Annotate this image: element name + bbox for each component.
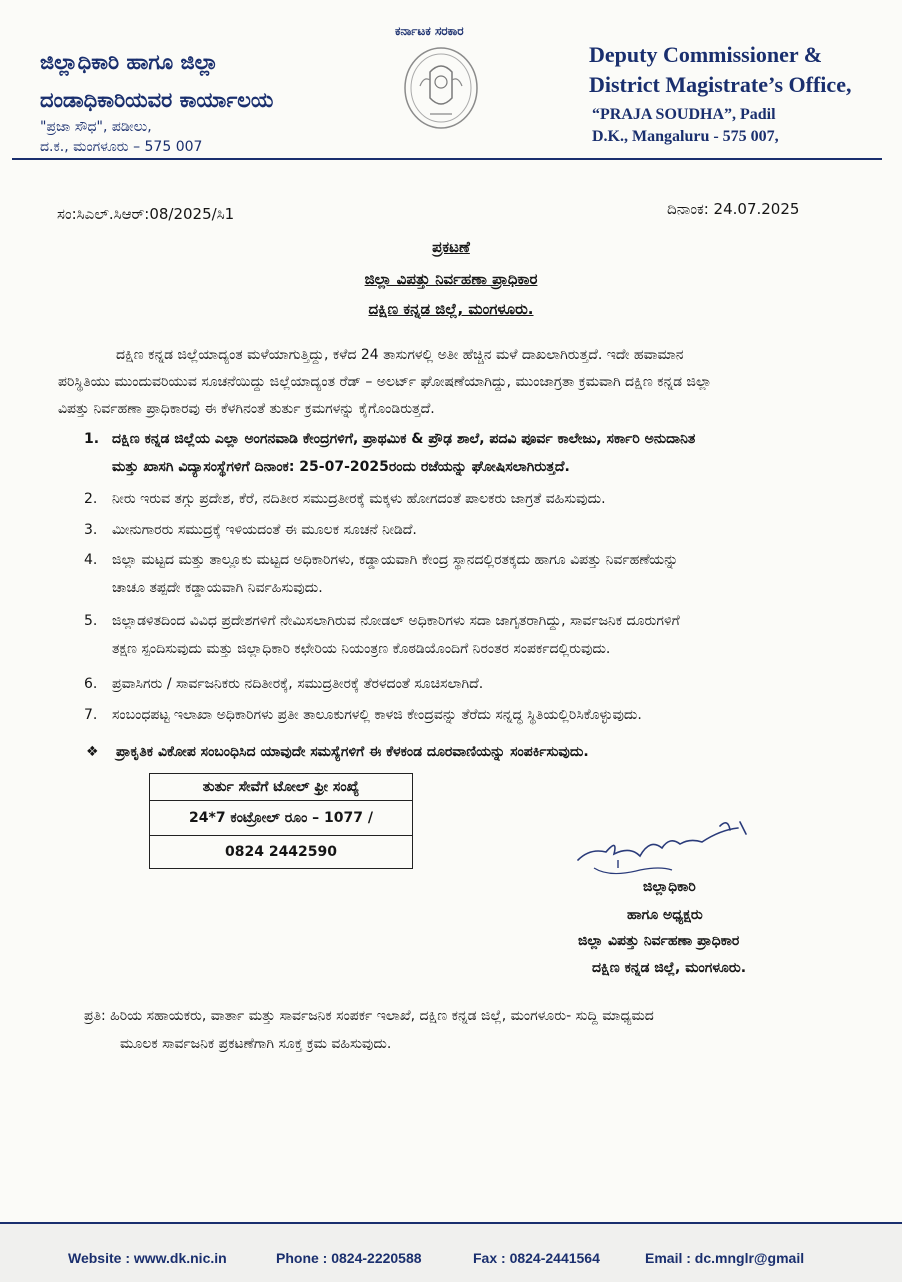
- signatory-title: ಜಿಲ್ಲಾಧಿಕಾರಿ: [643, 879, 696, 895]
- kn-address-line1: "ಪ್ರಜಾ ಸೌಧ", ಪಡೀಲು,: [40, 119, 152, 135]
- footer-website[interactable]: Website : www.dk.nic.in: [68, 1250, 227, 1266]
- signatory-location: ದಕ್ಷಿಣ ಕನ್ನಡ ಜಿಲ್ಲೆ, ಮಂಗಳೂರು.: [592, 960, 747, 976]
- copy-to-line1: ಪ್ರತಿ: ಹಿರಿಯ ಸಹಾಯಕರು, ವಾರ್ತಾ ಮತ್ತು ಸಾರ್ವಜನಿಕ ಸಂಪರ್ಕ ಇಲಾಖೆ, ದಕ್ಷಿಣ ಕನ್ನಡ ಜಿಲ್ಲೆ, ಮಂಗಳೂರು- ಸುದ್ದಿ ಮಾಧ್ಯಮದ: [84, 1008, 654, 1024]
- item-text: ನೀರು ಇರುವ ತಗ್ಗು ಪ್ರದೇಶ, ಕೆರೆ, ನದಿತೀರ ಸಮುದ್ರತೀರಕ್ಕೆ ಮಕ್ಕಳು ಹೋಗದಂತೆ ಪಾಲಕರು ಜಾಗ್ರತೆ ವಹಿಸುವುದು.: [112, 491, 606, 507]
- tollfree-box: [149, 773, 413, 869]
- authority-name: ಜಿಲ್ಲಾ ವಿಪತ್ತು ನಿರ್ವಹಣಾ ಪ್ರಾಧಿಕಾರ: [364, 270, 538, 288]
- en-office-line2: District Magistrate’s Office,: [589, 72, 852, 97]
- item-number: 1.: [84, 431, 100, 447]
- item-text: ಪ್ರವಾಸಿಗರು / ಸಾರ್ವಜನಿಕರು ನದಿತೀರಕ್ಕೆ, ಸಮುದ್ರತೀರಕ್ಕೆ ತೆರಳದಂತೆ ಸೂಚಿಸಲಾಗಿದೆ.: [112, 676, 484, 692]
- intro-line3: ವಿಪತ್ತು ನಿರ್ವಹಣಾ ಪ್ರಾಧಿಕಾರವು ಈ ಕೆಳಗಿನಂತೆ ತುರ್ತು ಕ್ರಮಗಳನ್ನು ಕೈಗೊಂಡಿರುತ್ತದೆ.: [58, 401, 435, 417]
- reference-date: ದಿನಾಂಕ: 24.07.2025: [667, 200, 800, 218]
- tollfree-control-room: 24*7 ಕಂಟ್ರೋಲ್ ರೂಂ – 1077 /: [150, 801, 413, 836]
- footer-bar: [0, 1222, 902, 1282]
- item-text: ಚಾಚೂ ತಪ್ಪದೇ ಕಡ್ಡಾಯವಾಗಿ ನಿರ್ವಹಿಸುವುದು.: [112, 580, 323, 596]
- tollfree-phone: 0824 2442590: [150, 836, 413, 869]
- tollfree-title: ತುರ್ತು ಸೇವೆಗೆ ಟೋಲ್ ಫ್ರೀ ಸಂಖ್ಯೆ: [150, 774, 413, 801]
- item-text: ಜಿಲ್ಲಾ ಮಟ್ಟದ ಮತ್ತು ತಾಲ್ಲೂಕು ಮಟ್ಟದ ಅಧಿಕಾರಿಗಳು, ಕಡ್ಡಾಯವಾಗಿ ಕೇಂದ್ರ ಸ್ಥಾನದಲ್ಲಿರತಕ್ಕದು ಹಾಗೂ ವಿಪತ್ತು ನಿರ್ವಹಣೆಯನ್ನು: [112, 552, 679, 568]
- item-text: ಜಿಲ್ಲಾಡಳಿತದಿಂದ ವಿವಿಧ ಪ್ರದೇಶಗಳಿಗೆ ನೇಮಿಸಲಾಗಿರುವ ನೋಡಲ್ ಅಧಿಕಾರಿಗಳು ಸದಾ ಜಾಗೃತರಾಗಿದ್ದು, ಸಾರ್ವಜನಿಕ ದೂರುಗಳಿಗೆ: [112, 613, 680, 629]
- karnataka-emblem-icon: [400, 42, 482, 130]
- footer-phone: Phone : 0824-2220588: [276, 1250, 422, 1266]
- en-office-line1: Deputy Commissioner &: [589, 42, 823, 67]
- item-number: 4.: [84, 552, 98, 568]
- item-number: 7.: [84, 707, 98, 723]
- en-address-line1: “PRAJA SOUDHA”, Padil: [592, 106, 776, 123]
- note-text: ಪ್ರಾಕೃತಿಕ ವಿಕೋಪ ಸಂಬಂಧಿಸಿದ ಯಾವುದೇ ಸಮಸ್ಯೆಗಳಿಗೆ ಈ ಕೆಳಕಂಡ ದೂರವಾಣಿಯನ್ನು ಸಂಪರ್ಕಿಸುವುದು.: [116, 744, 589, 760]
- item-text: ಮೀನುಗಾರರು ಸಮುದ್ರಕ್ಕೆ ಇಳಿಯದಂತೆ ಈ ಮೂಲಕ ಸೂಚನೆ ನೀಡಿದೆ.: [112, 522, 417, 538]
- signature-scribble-icon: [570, 808, 770, 888]
- intro-line2: ಪರಿಸ್ಥಿತಿಯು ಮುಂದುವರಿಯುವ ಸೂಚನೆಯಿದ್ದು ಜಿಲ್ಲೆಯಾದ್ಯಂತ ರೆಡ್ – ಅಲರ್ಟ್ ಘೋಷಣೆಯಾಗಿದ್ದು, ಮುಂಜಾಗ್ರತಾ ಕ್ರಮವಾಗಿ ದಕ್ಷಿಣ ಕನ್ನಡ ಜಿಲ್ಲಾ: [58, 374, 712, 390]
- item-number: 2.: [84, 491, 98, 507]
- signatory-authority: ಜಿಲ್ಲಾ ವಿಪತ್ತು ನಿರ್ವಹಣಾ ಪ್ರಾಧಿಕಾರ: [578, 933, 740, 949]
- item-text: ಮತ್ತು ಖಾಸಗಿ ವಿದ್ಯಾಸಂಸ್ಥೆಗಳಿಗೆ ದಿನಾಂಕ: 25-07-2025ರಂದು ರಜೆಯನ್ನು ಘೋಷಿಸಲಾಗಿರುತ್ತದೆ.: [112, 459, 570, 475]
- authority-location: ದಕ್ಷಿಣ ಕನ್ನಡ ಜಿಲ್ಲೆ, ಮಂಗಳೂರು.: [368, 300, 534, 318]
- footer-email[interactable]: Email : dc.mnglr@gmail: [645, 1250, 805, 1266]
- intro-line1: ದಕ್ಷಿಣ ಕನ್ನಡ ಜಿಲ್ಲೆಯಾದ್ಯಂತ ಮಳೆಯಾಗುತ್ತಿದ್ದು, ಕಳೆದ 24 ತಾಸುಗಳಲ್ಲಿ ಅತೀ ಹೆಚ್ಚಿನ ಮಳೆ ದಾಖಲಾಗಿರುತ್ತದೆ. ಇದೇ ಹವಾಮಾನ: [116, 347, 684, 363]
- kn-address-line2: ದ.ಕ., ಮಂಗಳೂರು – 575 007: [40, 139, 203, 155]
- item-number: 5.: [84, 613, 98, 629]
- footer-fax: Fax : 0824-2441564: [473, 1250, 600, 1266]
- item-number: 6.: [84, 676, 98, 692]
- copy-to-line2: ಮೂಲಕ ಸಾರ್ವಜನಿಕ ಪ್ರಕಟಣೆಗಾಗಿ ಸೂಕ್ತ ಕ್ರಮ ವಹಿಸುವುದು.: [120, 1036, 392, 1052]
- header-divider: [12, 158, 882, 160]
- item-text: ತಕ್ಷಣ ಸ್ಪಂದಿಸುವುದು ಮತ್ತು ಜಿಲ್ಲಾಧಿಕಾರಿ ಕಛೇರಿಯ ನಿಯಂತ್ರಣ ಕೊಠಡಿಯೊಂದಿಗೆ ನಿರಂತರ ಸಂಪರ್ಕದಲ್ಲಿರುವುದು.: [112, 641, 611, 657]
- item-number: 3.: [84, 522, 98, 538]
- note-bullet-icon: ❖: [86, 744, 99, 760]
- en-address-line2: D.K., Mangaluru - 575 007,: [592, 128, 779, 145]
- kn-office-line2: ದಂಡಾಧಿಕಾರಿಯವರ ಕಾರ್ಯಾಲಯ: [40, 88, 274, 112]
- notice-title: ಪ್ರಕಟಣೆ: [432, 238, 470, 256]
- emblem-caption: ಕರ್ನಾಟಕ ಸರಕಾರ: [395, 24, 464, 38]
- item-text: ಸಂಬಂಧಪಟ್ಟ ಇಲಾಖಾ ಅಧಿಕಾರಿಗಳು ಪ್ರತೀ ತಾಲೂಕುಗಳಲ್ಲಿ ಕಾಳಜಿ ಕೇಂದ್ರವನ್ನು ತೆರೆದು ಸನ್ನದ್ಧ ಸ್ಥಿತಿಯಲ್ಲಿರಿಸಿಕೊಳ್ಳುವುದು.: [112, 707, 642, 723]
- signatory-role: ಹಾಗೂ ಅಧ್ಯಕ್ಷರು: [627, 907, 703, 923]
- reference-number: ಸಂ:ಸಿಎಲ್.ಸಿಆರ್:08/2025/ಸಿ1: [57, 205, 235, 223]
- item-text: ದಕ್ಷಿಣ ಕನ್ನಡ ಜಿಲ್ಲೆಯ ಎಲ್ಲಾ ಅಂಗನವಾಡಿ ಕೇಂದ್ರಗಳಿಗೆ, ಪ್ರಾಥಮಿಕ & ಪ್ರೌಢ ಶಾಲೆ, ಪದವಿ ಪೂರ್ವ ಕಾಲೇಜು, ಸರ್ಕಾರಿ ಅನುದಾನಿತ: [112, 431, 696, 447]
- kn-office-line1: ಜಿಲ್ಲಾಧಿಕಾರಿ ಹಾಗೂ ಜಿಲ್ಲಾ: [40, 50, 219, 74]
